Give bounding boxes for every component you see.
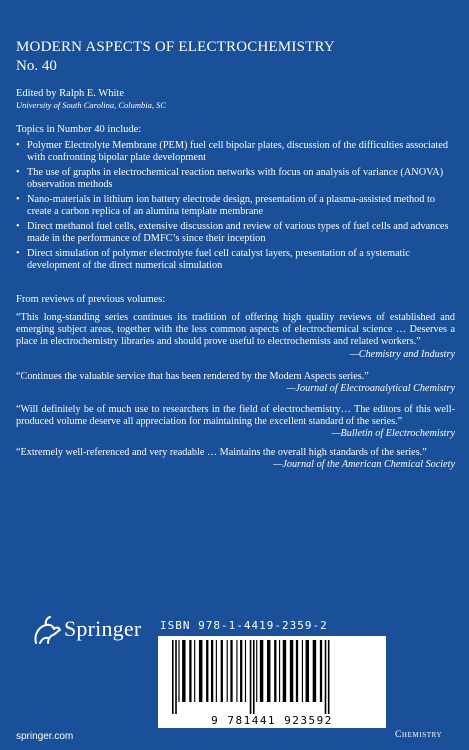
barcode-bar (227, 640, 228, 702)
review-quote: “Continues the valuable service that has been rendered by the Modern Aspects series.” (16, 371, 369, 382)
isbn: ISBN 978-1-4419-2359-2 (160, 619, 328, 632)
barcode-bar (172, 640, 174, 714)
topic-item (16, 221, 456, 246)
bullet: • (16, 140, 20, 151)
barcode-bar (256, 640, 257, 702)
subject-category: Chemistry (395, 730, 443, 740)
topic-text: Direct methanol fuel cells, extensive discussion and review of various types of fuel cells and advances made in the performance of DMFC’s since their inception (27, 221, 449, 245)
topic-text: Polymer Electrolyte Membrane (PEM) fuel cell bipolar plates, discussion of the difficulties associated with confronting bipolar plate development (27, 140, 449, 164)
barcode-bar (260, 640, 263, 702)
barcode-bar (313, 640, 316, 702)
topics-heading: Topics in Number 40 include: (16, 124, 142, 135)
barcode-bar (267, 640, 270, 702)
reviews-heading: From reviews of previous volumes: (16, 294, 166, 305)
editor-affiliation: University of South Carolina, Columbia, SC (16, 100, 167, 110)
barcode-bar (306, 640, 309, 702)
barcode-bar (240, 640, 242, 702)
barcode-bar (302, 640, 303, 702)
barcode-bar (236, 640, 237, 702)
barcode-bar (279, 640, 280, 702)
barcode-bar (206, 640, 208, 702)
barcode-bar (328, 640, 330, 714)
series-title: MODERN ASPECTS OF ELECTROCHEMISTRY (16, 39, 335, 55)
review-source: —Journal of Electroanalytical Chemistry (286, 383, 455, 395)
barcode-bar (199, 640, 202, 702)
barcode-bar (325, 640, 327, 714)
barcode-bar (250, 640, 252, 714)
barcode-bar (216, 640, 217, 702)
barcode-bar (189, 640, 191, 702)
barcode-bar (230, 640, 232, 702)
topic-item (16, 248, 456, 273)
publisher-url[interactable]: springer.com (16, 731, 74, 742)
review-source: —Journal of the American Chemical Society (273, 459, 455, 471)
bullet: • (16, 194, 20, 205)
topics-list (16, 140, 456, 275)
review-quote: “Extremely well-referenced and very readable … Maintains the overall high standards of the series.” (16, 447, 427, 458)
review-block (16, 371, 455, 395)
barcode-bar (245, 640, 246, 702)
topic-item (16, 194, 456, 219)
review-block (16, 447, 455, 471)
volume-number: No. 40 (16, 58, 57, 74)
barcode-bar (290, 640, 293, 702)
barcode-bar (182, 640, 185, 702)
topic-text: Nano-materials in lithium ion battery electrode design, presentation of a plasma-assisted method to create a carbon replica of an alumina template membrane (27, 194, 436, 218)
barcode-bar (175, 640, 177, 714)
barcode-bar (178, 640, 179, 702)
publisher-name: Springer (64, 616, 142, 641)
topic-text: The use of graphs in electrochemical reaction networks with focus on analysis of variance (ANOVA) observation methods (27, 167, 444, 191)
barcode-bar (320, 640, 322, 702)
bullet: • (16, 248, 20, 259)
topic-text: Direct simulation of polymer electrolyte fuel cell catalyst layers, presentation of a systematic development of the direct numerical simulation (27, 248, 410, 272)
review-source: —Bulletin of Electrochemistry (331, 428, 455, 440)
topic-item (16, 167, 456, 192)
review-quote: “This long-standing series continues its tradition of offering high quality reviews of established and emerging subject areas, together with the less common aspects of electrochemical science … Deserves a place in electrochemistry libraries and should prove useful to electrochemists and related workers.” (16, 312, 455, 348)
barcode-bar (253, 640, 255, 714)
barcode-bar (211, 640, 213, 702)
barcode-bar (274, 640, 276, 702)
barcode-bar (283, 640, 286, 702)
barcode-bar (194, 640, 195, 702)
topic-item (16, 140, 456, 165)
review-block (16, 312, 455, 361)
barcode-bar (221, 640, 223, 702)
barcode-bar (296, 640, 298, 702)
review-quote: “Will definitely be of much use to researchers in the field of electrochemistry… The editors of this well-produced volume deserve all appreciation for maintaining the excellent standard of the series.” (16, 404, 455, 428)
review-block (16, 404, 455, 441)
barcode-number: 9 781441 923592 (211, 714, 333, 727)
review-source: —Chemistry and Industry (349, 348, 455, 360)
bullet: • (16, 221, 20, 232)
editor-line: Edited by Ralph E. White (16, 88, 124, 99)
barcode-bars (158, 636, 386, 714)
bullet: • (16, 167, 20, 178)
